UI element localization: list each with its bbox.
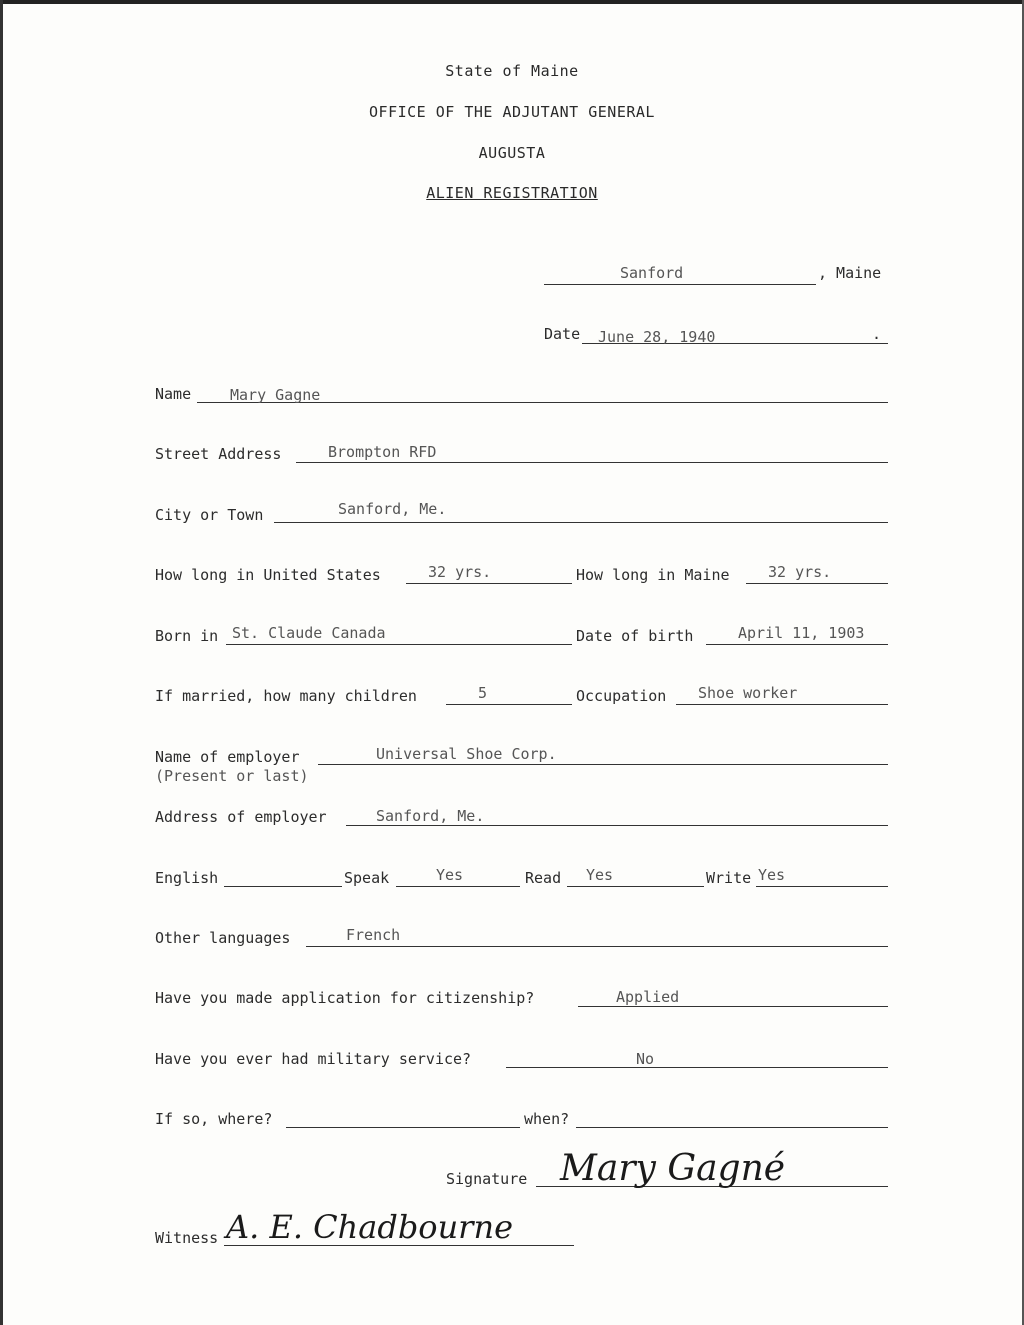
speak-rule xyxy=(396,886,520,887)
street-address-rule xyxy=(296,462,888,463)
how-long-maine-rule xyxy=(746,583,888,584)
date-of-birth-rule xyxy=(706,644,888,645)
employer-value: Universal Shoe Corp. xyxy=(376,745,557,763)
date-trailing: . xyxy=(872,325,882,343)
write-label: Write xyxy=(706,869,752,887)
name-value: Mary Gagne xyxy=(230,386,321,404)
english-label: English xyxy=(155,869,219,887)
military-rule xyxy=(506,1067,888,1068)
read-rule xyxy=(567,886,704,887)
office-heading: OFFICE OF THE ADJUTANT GENERAL xyxy=(369,103,655,121)
english-rule xyxy=(224,886,342,887)
employer-sublabel: (Present or last) xyxy=(155,767,309,785)
how-long-maine-value: 32 yrs. xyxy=(768,563,832,581)
street-address-value: Brompton RFD xyxy=(328,443,437,461)
form-title: ALIEN REGISTRATION xyxy=(426,184,598,202)
city-value: Sanford, Me. xyxy=(338,500,447,518)
date-of-birth-value: April 11, 1903 xyxy=(738,624,865,642)
other-languages-label: Other languages xyxy=(155,929,291,947)
military-value: No xyxy=(636,1050,655,1068)
write-rule xyxy=(756,886,888,887)
town-rule xyxy=(544,284,816,285)
how-long-us-label: How long in United States xyxy=(155,566,381,584)
read-value: Yes xyxy=(586,866,614,884)
citizenship-label: Have you made application for citizenship? xyxy=(155,989,535,1007)
born-in-rule xyxy=(226,644,572,645)
born-in-value: St. Claude Canada xyxy=(232,624,386,642)
witness-handwriting: A. E. Chadbourne xyxy=(226,1208,514,1246)
born-in-label: Born in xyxy=(155,627,219,645)
state-suffix: , Maine xyxy=(818,264,882,282)
when-rule xyxy=(576,1127,888,1128)
when-label: when? xyxy=(524,1110,570,1128)
other-languages-value: French xyxy=(346,926,401,944)
occupation-value: Shoe worker xyxy=(698,684,798,702)
children-value: 5 xyxy=(478,684,488,702)
citizenship-value: Applied xyxy=(616,988,680,1006)
date-of-birth-label: Date of birth xyxy=(576,627,694,645)
employer-label: Name of employer xyxy=(155,748,300,766)
citizenship-rule xyxy=(578,1006,888,1007)
signature-label: Signature xyxy=(446,1170,528,1188)
military-label: Have you ever had military service? xyxy=(155,1050,472,1068)
occupation-rule xyxy=(676,704,888,705)
how-long-us-rule xyxy=(406,583,572,584)
read-label: Read xyxy=(525,869,562,887)
name-label: Name xyxy=(155,385,192,403)
write-value: Yes xyxy=(758,866,786,884)
date-value: June 28, 1940 xyxy=(598,328,716,346)
how-long-us-value: 32 yrs. xyxy=(428,563,492,581)
state-heading: State of Maine xyxy=(445,62,579,80)
street-address-label: Street Address xyxy=(155,445,282,463)
speak-label: Speak xyxy=(344,869,390,887)
city-heading: AUGUSTA xyxy=(478,144,546,162)
employer-address-label: Address of employer xyxy=(155,808,327,826)
children-label: If married, how many children xyxy=(155,687,417,705)
where-rule xyxy=(286,1127,520,1128)
city-rule xyxy=(274,522,888,523)
city-label: City or Town xyxy=(155,506,264,524)
date-label: Date xyxy=(544,325,581,343)
scan-border-top xyxy=(0,0,1024,4)
speak-value: Yes xyxy=(436,866,464,884)
witness-label: Witness xyxy=(155,1229,219,1247)
town-value: Sanford xyxy=(620,264,684,282)
other-languages-rule xyxy=(306,946,888,947)
employer-address-value: Sanford, Me. xyxy=(376,807,485,825)
signature-handwriting: Mary Gagné xyxy=(560,1148,786,1189)
occupation-label: Occupation xyxy=(576,687,667,705)
children-rule xyxy=(446,704,572,705)
how-long-maine-label: How long in Maine xyxy=(576,566,730,584)
where-label: If so, where? xyxy=(155,1110,273,1128)
employer-address-rule xyxy=(346,825,888,826)
employer-rule xyxy=(318,764,888,765)
